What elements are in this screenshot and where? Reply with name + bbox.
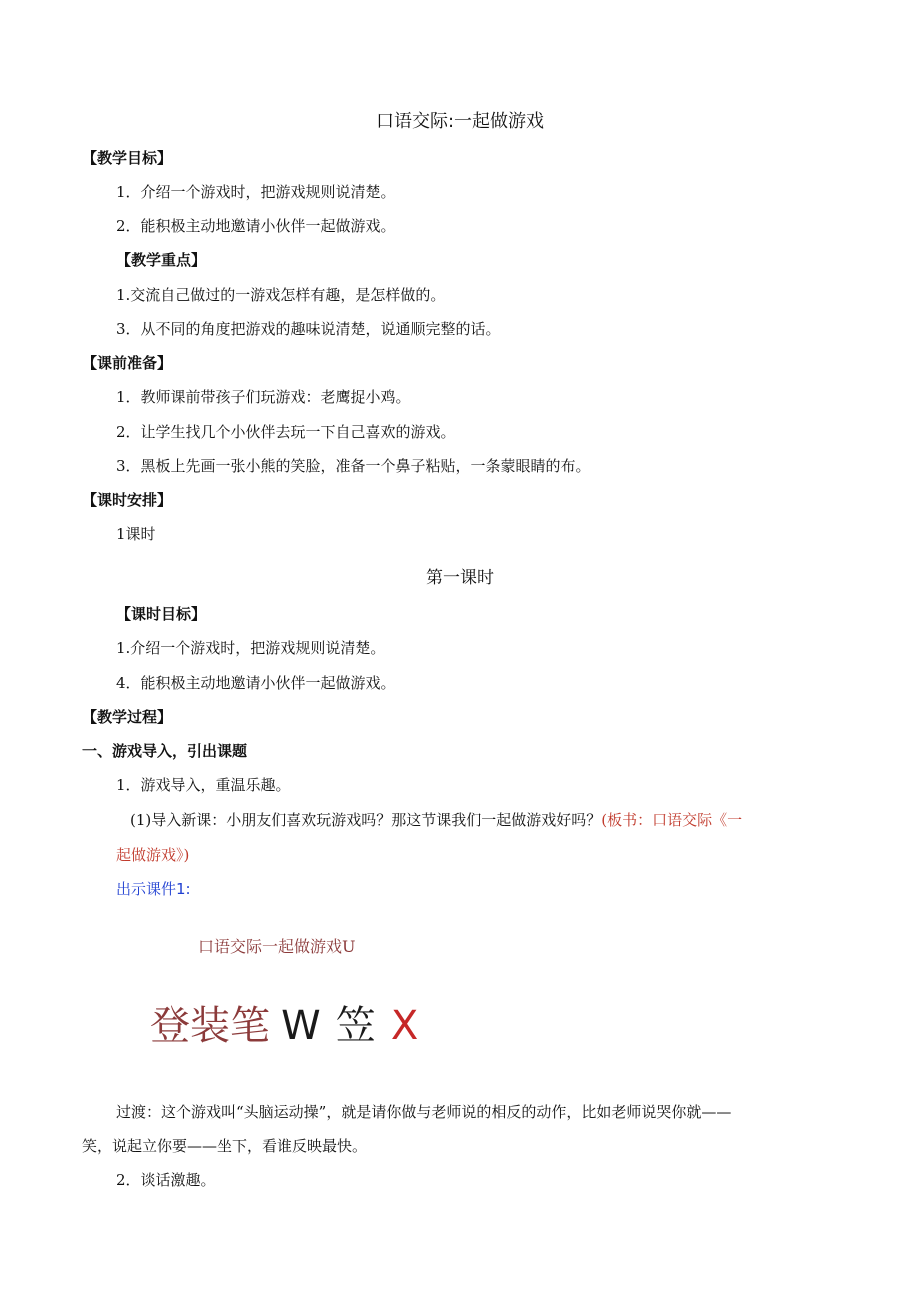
preparation-item-2: 2．让学生找几个小伙伴去玩一下自己喜欢的游戏。 (116, 423, 456, 441)
preparation-heading: 【课前准备】 (82, 354, 173, 372)
slide-letter-w: W (281, 1003, 321, 1049)
slide-brown-characters: 登装笔 (150, 1003, 270, 1049)
goal-item-1: 1．介绍一个游戏时，把游戏规则说清楚。 (116, 183, 396, 201)
transition-line-2: 笑，说起立你要——坐下，看谁反映最快。 (82, 1137, 368, 1155)
page-title: 口语交际:一起做游戏 (375, 111, 545, 132)
slide-dark-character: 笠 (335, 1003, 376, 1049)
slide-caption: 口语交际一起做游戏U (198, 937, 356, 956)
process-heading: 【教学过程】 (82, 708, 173, 726)
lesson-goal-item-2: 4．能积极主动地邀请小伙伴一起做游戏。 (116, 674, 396, 692)
slide-big-characters (150, 998, 418, 1054)
key-point-item-1: 1.交流自己做过的一游戏怎样有趣，是怎样做的。 (116, 286, 446, 304)
key-point-item-2: 3．从不同的角度把游戏的趣味说清楚，说通顺完整的话。 (116, 320, 501, 338)
slide-letter-x: X (390, 1003, 419, 1049)
lesson-title: 第一课时 (426, 568, 494, 588)
lesson-goal-item-1: 1.介绍一个游戏时，把游戏规则说清楚。 (116, 639, 386, 657)
schedule-heading: 【课时安排】 (82, 491, 173, 509)
courseware-label: 出示课件1: (116, 880, 191, 898)
goal-item-2: 2．能积极主动地邀请小伙伴一起做游戏。 (116, 217, 396, 235)
intro-text: (1)导入新课：小朋友们喜欢玩游戏吗？那这节课我们一起做游戏好吗？ (130, 811, 602, 829)
goals-heading: 【教学目标】 (82, 149, 173, 167)
intro-line-1 (130, 810, 742, 830)
board-note-start: (板书：口语交际《一 (601, 811, 743, 829)
board-note-end: 起做游戏》) (116, 846, 190, 864)
transition-line-1: 过渡：这个游戏叫“头脑运动操”，就是请你做与老师说的相反的动作，比如老师说哭你就—— (116, 1103, 732, 1121)
step1-text: 1．游戏导入，重温乐趣。 (116, 776, 291, 794)
preparation-item-3: 3．黑板上先画一张小熊的笑脸，准备一个鼻子粘贴，一条蒙眼睛的布。 (116, 457, 591, 475)
preparation-item-1: 1．教师课前带孩子们玩游戏：老鹰捉小鸡。 (116, 388, 411, 406)
lesson-goals-heading: 【课时目标】 (116, 605, 207, 623)
key-points-heading: 【教学重点】 (116, 251, 207, 269)
part1-heading: 一、游戏导入，引出课题 (82, 742, 248, 760)
step2-text: 2．谈话激趣。 (116, 1171, 216, 1189)
schedule-text: 1课时 (116, 525, 156, 543)
